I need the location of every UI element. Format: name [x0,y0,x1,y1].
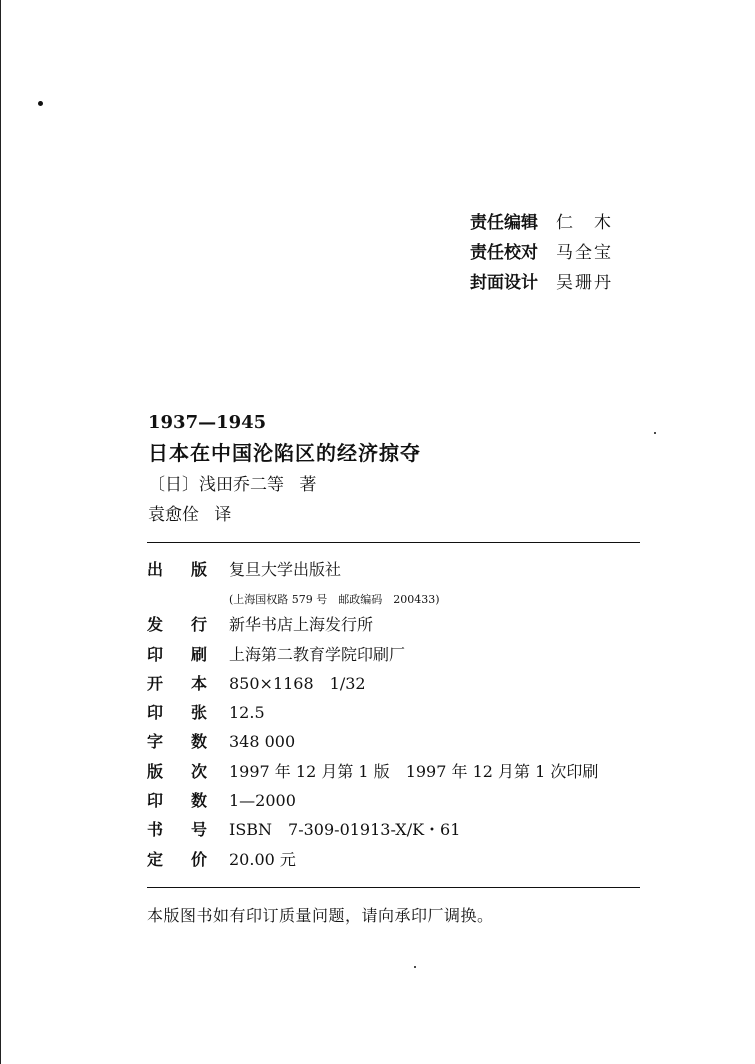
imprint-label [147,817,229,840]
editorial-credits [470,208,613,298]
imprint-label-char: 印 [147,791,164,811]
imprint-label-char: 刷 [190,644,207,664]
imprint-label-char: 数 [190,732,207,752]
imprint-label-char: 印 [147,703,164,723]
translator-name: 袁愈佺 [148,505,199,525]
imprint-value: 348 000 [229,732,296,752]
imprint-row-publisher [147,557,640,586]
imprint-row [147,612,640,641]
credit-role: 封面设计 [470,273,538,293]
imprint-label [147,847,229,870]
imprint-label-char: 发 [147,615,164,635]
imprint-row [147,729,640,758]
author-line [148,470,421,500]
translator-role: 译 [214,505,232,525]
scan-speck [38,101,43,106]
imprint-value: 1—2000 [229,791,296,811]
book-title: 日本在中国沦陷区的经济掠夺 [148,441,421,465]
imprint-label-char: 本 [190,673,207,693]
imprint-value: 20.00 元 [229,849,296,869]
imprint-label-char: 次 [190,761,207,781]
imprint-label-char: 数 [190,791,207,811]
imprint-label-char: 版 [147,761,164,781]
imprint-value: 上海第二教育学院印刷厂 [229,644,406,664]
author-role: 著 [299,475,317,495]
imprint-value: 12.5 [229,703,265,723]
credit-role: 责任编辑 [470,213,538,233]
imprint-label-char: 字 [147,732,164,752]
scan-speck [654,432,656,434]
author-names: 〔日〕浅田乔二等 [148,475,284,495]
page-left-edge [0,0,1,1064]
imprint-value: ISBN 7-309-01913-X/K・61 [229,820,461,840]
imprint-row [147,759,640,788]
imprint-label [147,729,229,752]
imprint-label-char: 开 [147,673,164,693]
imprint-row [147,642,640,671]
imprint-label-char: 书 [147,820,164,840]
imprint-value: 850×1168 1/32 [229,673,366,693]
imprint-row [147,788,640,817]
imprint-label [147,759,229,782]
imprint-label-char: 价 [190,849,207,869]
credit-name: 吴珊丹 [556,273,613,293]
imprint-top-rule [147,542,640,543]
imprint-bottom-rule [147,887,640,888]
credit-row-cover-design [470,268,613,298]
imprint-label-char: 行 [190,615,207,635]
imprint-row [147,817,640,846]
publisher-address: (上海国权路 579 号 邮政编码 200433) [229,593,440,607]
imprint-label-char: 版 [190,560,207,579]
credit-role: 责任校对 [470,243,538,263]
imprint-label [147,788,229,811]
scan-speck [414,966,416,968]
imprint-value: 1997 年 12 月第 1 版 1997 年 12 月第 1 次印刷 [229,761,599,781]
imprint-row [147,700,640,729]
book-title-block [148,410,421,530]
imprint-label-char: 张 [190,703,207,723]
imprint-row [147,847,640,876]
imprint-row [147,671,640,700]
imprint-label [147,700,229,723]
imprint-label-char: 印 [147,644,164,664]
imprint-label-char: 号 [190,820,207,840]
imprint-table [147,557,640,876]
imprint-label [147,671,229,694]
book-years: 1937—1945 [148,412,267,433]
imprint-label [147,612,229,635]
quality-notice: 本版图书如有印订质量问题，请向承印厂调换。 [147,906,494,925]
translator-line [148,500,421,530]
imprint-label [147,557,229,580]
imprint-value: 复旦大学出版社 [229,560,342,579]
imprint-label [147,642,229,665]
credit-name: 马全宝 [556,243,613,263]
imprint-label-char: 定 [147,849,164,869]
imprint-label-char: 出 [147,560,164,579]
imprint-value: 新华书店上海发行所 [229,615,374,635]
credit-row-editor [470,208,613,238]
credit-name: 仁 木 [556,213,613,233]
credit-row-proofreader [470,238,613,268]
